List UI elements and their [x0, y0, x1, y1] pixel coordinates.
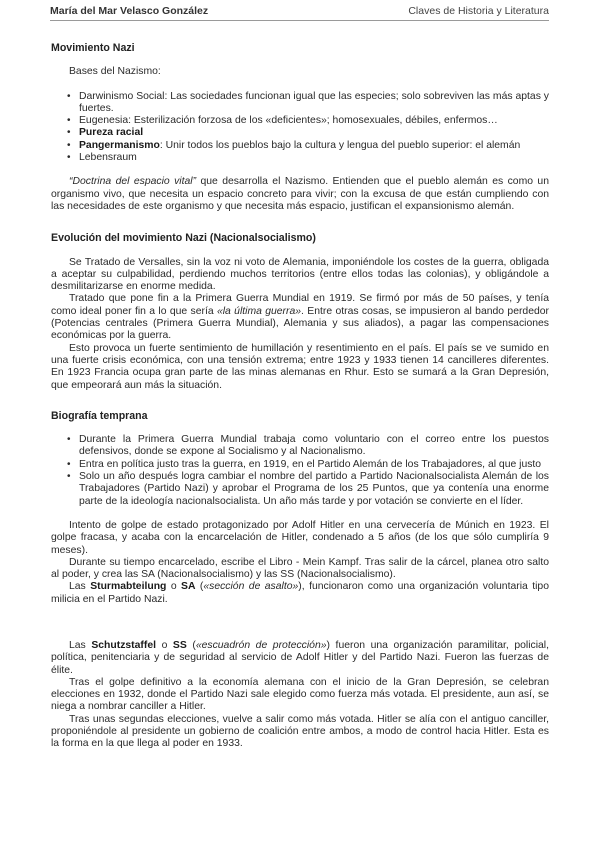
paragraph: Esto provoca un fuerte sentimiento de humillación y resentimiento en el país. El país se ve sumido en una fuerte crisis económica, con una tensión extrema; entre 1923 y 1933 tienen 14 cancilleres diferentes. En 1923 Francia ocupa gran parte de las minas alemanas en Rhur. Esto se sumará a la Gran Depresión, que empeorará aun más la situación. — [51, 342, 549, 391]
document-body — [51, 42, 549, 751]
bold-term: Pangermanismo — [79, 139, 160, 151]
paragraph: Durante su tiempo encarcelado, escribe el Libro - Mein Kampf. Tras salir de la cárcel, planea otro salto al poder, y crea las SA (Nacionalsocialismo) y las SS (Nacionalsocialismo). — [51, 556, 549, 581]
list-item — [78, 127, 549, 139]
list-item: • Durante la Primera Guerra Mundial trabaja como voluntario con el correo entre los puestos defensivos, donde se expone al Socialismo y al Nacionalismo. — [78, 434, 549, 459]
bold-term: Sturmabteilung — [90, 581, 167, 593]
paragraph-text: Las — [69, 581, 91, 593]
paragraph: Tras el golpe definitivo a la economía alemana con el inicio de la Gran Depresión, se celebran elecciones en 1932, donde el Partido Nazi sale elegido como fuerza más votada. El presidente, aun así, se niega a nombrar canciller a Hitler. — [51, 676, 549, 713]
paragraph: Se Tratado de Versalles, sin la voz ni voto de Alemania, imponiéndole los costes de la guerra, obligada a aceptar su culpabilidad, perdiendo muchos territorios (entre ellos todas las colonias), y obligándole a desmilitarizarse en enorme medida. — [51, 256, 549, 293]
list-item: • Entra en política justo tras la guerra, en 1919, en el Partido Alemán de los Trabajadores, al que justo — [78, 459, 549, 471]
paragraph-text: ( — [186, 639, 196, 651]
paragraph-text: . Entre otras cosas, se impusieron al bando perdedor (Potencias centrales (Primera Guerra Mundial), Alemania y sus aliados), a pagar las compensaciones económicas por la guerra. — [51, 305, 550, 342]
bold-term: SS — [172, 639, 187, 651]
paragraph: Tras unas segundas elecciones, vuelve a salir como más votada. Hitler se alía con el antiguo canciller, proponiéndole al presidente un gobierno de coalición entre ambos, a modo de control hacia Hitler. Esta es la forma en la que llega al poder en 1933. — [51, 713, 549, 750]
paragraph-text: que desarrolla el Nazismo. Entienden que el pueblo alemán es como un organismo vivo, que necesita un espacio concreto para vivir; con la excusa de que están cumpliendo con las necesidades de este organismo y que necesita más espacio, justifican el expansionismo alemán. — [51, 176, 549, 212]
list-item: • Eugenesia: Esterilización forzosa de los «deficientes»; homosexuales, débiles, enfermos… — [78, 115, 549, 127]
paragraph-ss — [51, 640, 549, 677]
paragraph-text: ) fueron una organización paramilitar, policial, política, penitenciaria y de seguridad al servicio de Adolf Hitler y del Partido Nazi. Fueron las fuerzas de élite. — [51, 639, 549, 676]
subtitle-bases: Bases del Nazismo: — [69, 66, 161, 78]
list-item: • Solo un año después logra cambiar el nombre del partido a Partido Nacionalsocialista Alemán de los Trabajadores (Partido Nazi) y aprobar el Programa de los 25 Puntos, que ya contenía una enorme parte de la ideología nacionalsocialista. Un año más tarde y por votación se convierte en el líder. — [78, 471, 549, 508]
bold-term: Schutzstaffel — [91, 639, 156, 651]
section-title-evolucion: Evolución del movimiento Nazi (Nacionalsocialismo) — [51, 232, 316, 245]
section-title-biografia: Biografía temprana — [51, 409, 148, 422]
list-item: • Darwinismo Social: Las sociedades funcionan igual que las especies; solo sobreviven las más aptas y fuertes. — [78, 91, 549, 116]
italic-quote: “Doctrina del espacio vital” — [69, 176, 197, 188]
italic-quote: «escuadrón de protección» — [195, 639, 327, 651]
paragraph: Intento de golpe de estado protagonizado por Adolf Hitler en una cervecería de Múnich en 1923. El golpe fracasa, y acaba con la encarcelación de Hitler, condenado a 5 años (de los que sólo cumpliría 9 meses). — [51, 519, 549, 556]
paragraph-text: Tratado que pone fin a la Primera Guerra Mundial en 1919. Se firmó por más de 50 países, y tenía como ideal poner fin a lo que sería — [51, 293, 549, 317]
italic-quote: «la última guerra» — [216, 305, 302, 317]
paragraph — [51, 293, 549, 342]
list-item — [78, 140, 549, 152]
paragraph-sa — [51, 581, 549, 606]
italic-quote: «sección de asalto» — [203, 581, 299, 593]
biografia-list — [51, 434, 549, 508]
paragraph-text: o — [166, 581, 182, 593]
page-header — [50, 2, 549, 21]
bold-term: SA — [181, 581, 196, 593]
paragraph-text: Las — [69, 639, 92, 651]
list-item-text: : Unir todos los pueblos bajo la cultura y lengua del pueblo superior: el alemán — [159, 139, 521, 151]
paragraph-text: o — [156, 639, 173, 651]
book-title: Claves de Historia y Literatura — [408, 5, 549, 17]
bold-term: Pureza racial — [79, 127, 144, 139]
section-title-movimiento-nazi: Movimiento Nazi — [51, 42, 135, 54]
bases-list — [51, 91, 549, 165]
list-item: • Lebensraum — [78, 152, 549, 164]
paragraph-text: ( — [195, 581, 204, 593]
paragraph-espacio-vital — [51, 176, 549, 213]
author-name: María del Mar Velasco González — [50, 5, 209, 17]
paragraph-text: ), funcionaron como una organización voluntaria tipo milicia en el Partido Nazi. — [51, 581, 549, 605]
